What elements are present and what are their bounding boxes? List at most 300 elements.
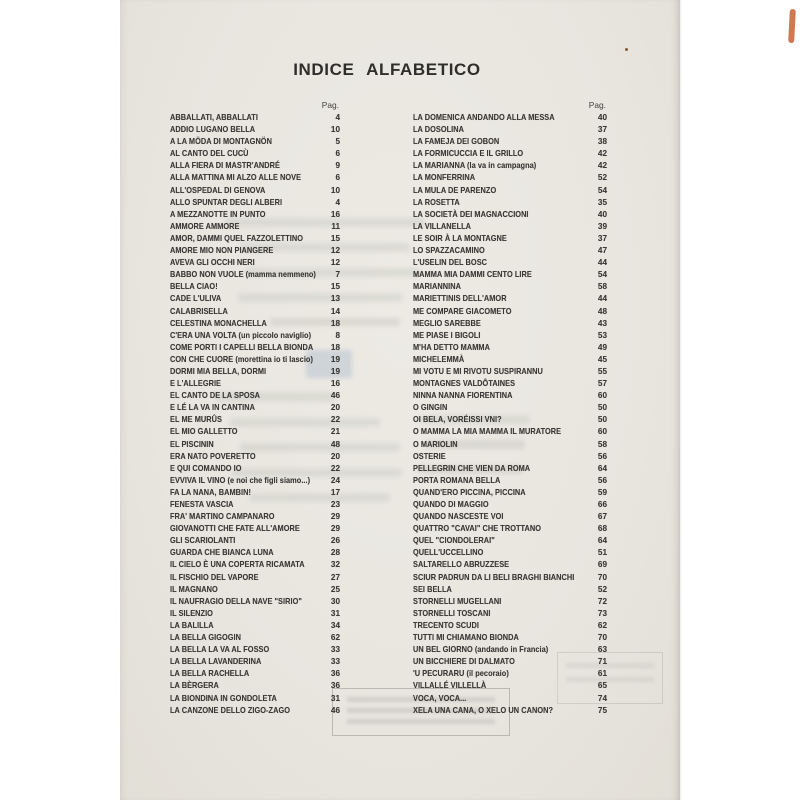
entry-page-number: 40 <box>597 113 607 122</box>
entry-page-number: 22 <box>330 415 340 425</box>
song-title: L'USELIN DEL BOSC <box>413 258 488 268</box>
index-entry <box>170 463 340 475</box>
song-title: UN BICCHIERE DI DALMATO <box>413 657 515 667</box>
entry-page-number: 49 <box>597 342 607 352</box>
index-entry <box>413 439 607 451</box>
entry-page-number: 31 <box>330 693 340 703</box>
index-entry <box>413 245 607 257</box>
entry-page-number: 33 <box>330 657 340 667</box>
song-title: AMORE MIO NON PIANGERE <box>170 246 274 256</box>
entry-page-number: 40 <box>597 209 607 219</box>
song-title: FA LA NANA, BAMBIN! <box>170 487 251 497</box>
entry-page-number: 22 <box>330 463 340 473</box>
index-entry <box>170 269 340 281</box>
entry-page-number: 74 <box>597 693 607 703</box>
index-entry <box>170 596 340 608</box>
index-entry <box>413 680 607 692</box>
entry-page-number: 48 <box>330 439 340 449</box>
song-title: LA BIONDINA IN GONDOLETA <box>170 693 277 703</box>
index-entry <box>413 124 607 136</box>
song-title: FENESTA VASCIA <box>170 500 234 509</box>
entry-page-number: 29 <box>330 512 340 522</box>
index-entry <box>413 511 607 523</box>
entry-page-number: 34 <box>330 620 340 630</box>
song-title: SCIUR PADRUN DA LI BELI BRAGHI BIANCHI <box>413 572 575 582</box>
entry-page-number: 50 <box>597 415 607 425</box>
song-title: QUATTRO "CAVAI" CHE TROTTANO <box>413 524 542 534</box>
index-entry <box>170 475 340 487</box>
entry-page-number: 60 <box>597 391 607 401</box>
song-title: ALLA FIERA DI MASTR'ANDRÉ <box>170 161 280 171</box>
song-title: LA ROSETTA <box>413 197 460 207</box>
entry-page-number: 54 <box>597 185 607 195</box>
entry-page-number: 28 <box>330 548 340 558</box>
entry-page-number: 46 <box>330 705 340 715</box>
index-entry <box>170 511 340 523</box>
song-title: TRECENTO SCUDI <box>413 620 480 630</box>
song-title: IL SILENZIO <box>170 608 213 618</box>
index-entry <box>413 535 607 547</box>
index-entry <box>413 632 607 644</box>
song-title: EL ME MURÛS <box>170 415 222 425</box>
song-title: LE SOIR À LA MONTAGNE <box>413 233 507 243</box>
index-entry <box>170 148 340 160</box>
song-title: MICHELEMMÀ <box>413 354 465 364</box>
entry-page-number: 36 <box>330 669 340 679</box>
song-title: QUANDO NASCESTE VOI <box>413 512 504 522</box>
song-title: UN BEL GIORNO (andando in Francia) <box>413 645 549 655</box>
index-entry <box>170 572 340 584</box>
index-entry <box>413 705 607 717</box>
entry-page-number: 75 <box>597 705 607 715</box>
index-entry <box>170 705 340 717</box>
song-title: C'ERA UNA VOLTA (un piccolo naviglio) <box>170 330 312 340</box>
song-title: LA CANZONE DELLO ZIGO-ZAGO <box>170 705 291 715</box>
index-entry <box>170 693 340 705</box>
index-entry <box>413 197 607 209</box>
entry-page-number: 48 <box>597 306 607 316</box>
song-title: FRA' MARTINO CAMPANARO <box>170 512 275 522</box>
song-title: GLI SCARIOLANTI <box>170 536 236 546</box>
entry-page-number: 55 <box>597 366 607 376</box>
entry-page-number: 64 <box>597 463 607 473</box>
song-title: LA BALILLA <box>170 620 214 630</box>
index-entry <box>170 342 340 354</box>
song-title: MARIANNINA <box>413 282 461 292</box>
song-title: LA BÈRGERA <box>170 681 219 691</box>
song-title: SALTARELLO ABRUZZESE <box>413 560 510 570</box>
entry-page-number: 45 <box>597 354 607 364</box>
entry-page-number: 53 <box>597 330 607 340</box>
index-entry <box>413 523 607 535</box>
index-entry <box>413 608 607 620</box>
entry-page-number: 56 <box>597 451 607 461</box>
song-title: LA BELLA LAVANDERINA <box>170 657 262 667</box>
song-title: QUANDO DI MAGGIO <box>413 500 489 509</box>
index-entry <box>170 233 340 245</box>
index-entry <box>170 487 340 499</box>
index-entry <box>170 535 340 547</box>
song-title: DORMI MIA BELLA, DORMI <box>170 366 267 376</box>
entry-page-number: 67 <box>597 512 607 522</box>
index-entry <box>413 257 607 269</box>
song-title: ME COMPARE GIACOMETO <box>413 306 512 316</box>
entry-page-number: 14 <box>330 306 340 316</box>
entry-page-number: 71 <box>597 657 607 667</box>
entry-page-number: 65 <box>597 681 607 691</box>
index-entry <box>413 547 607 559</box>
index-entry <box>170 124 340 136</box>
entry-page-number: 16 <box>330 379 340 389</box>
index-entry <box>170 318 340 330</box>
entry-page-number: 9 <box>335 161 340 171</box>
song-title: STORNELLI MUGELLANI <box>413 596 502 606</box>
entry-page-number: 69 <box>597 560 607 570</box>
entry-page-number: 10 <box>330 125 340 135</box>
entry-page-number: 68 <box>597 524 607 534</box>
index-entry <box>413 559 607 571</box>
index-entry <box>413 584 607 596</box>
entry-page-number: 6 <box>335 149 340 159</box>
entry-page-number: 21 <box>330 427 340 437</box>
song-title: LA VILLANELLA <box>413 221 472 231</box>
index-entry <box>170 547 340 559</box>
entry-page-number: 54 <box>597 270 607 280</box>
song-title: LA MULA DE PARENZO <box>413 185 497 195</box>
book-page <box>120 0 680 800</box>
song-title: XELA UNA CANA, O XELO UN CANON? <box>413 705 554 715</box>
entry-page-number: 20 <box>330 403 340 413</box>
entry-page-number: 25 <box>330 584 340 594</box>
song-title: QUEL "CIONDOLERAI" <box>413 536 495 546</box>
entry-page-number: 62 <box>597 620 607 630</box>
index-entry <box>170 559 340 571</box>
entry-page-number: 73 <box>597 608 607 618</box>
song-title: IL NAUFRAGIO DELLA NAVE "SIRIO" <box>170 596 302 606</box>
song-title: LA BELLA RACHELLA <box>170 669 250 679</box>
entry-page-number: 42 <box>597 149 607 159</box>
song-title: ALLA MATTINA MI ALZO ALLE NOVE <box>170 173 302 183</box>
entry-page-number: 27 <box>330 572 340 582</box>
song-title: QUAND'ERO PICCINA, PICCINA <box>413 487 526 497</box>
index-entry <box>170 366 340 378</box>
index-entry <box>170 680 340 692</box>
entry-page-number: 38 <box>597 137 607 147</box>
entry-page-number: 59 <box>597 487 607 497</box>
index-entry <box>170 330 340 342</box>
song-title: QUELL'UCCELLINO <box>413 548 484 558</box>
index-entry <box>413 451 607 463</box>
index-column-left <box>170 99 340 717</box>
page-number-header-right: Pag. <box>588 100 606 110</box>
song-title: IL MAGNANO <box>170 584 218 594</box>
song-title: ME PIASE I BIGOLI <box>413 330 481 340</box>
entry-page-number: 24 <box>330 475 340 485</box>
page-number-header-left: Pag. <box>321 100 339 110</box>
paper-speck <box>625 48 628 51</box>
song-title: VILLALLÉ VILLELLÀ <box>413 681 487 691</box>
index-entry <box>170 160 340 172</box>
index-entry <box>413 330 607 342</box>
entry-page-number: 44 <box>597 294 607 304</box>
entry-page-number: 46 <box>330 391 340 401</box>
song-title: PORTA ROMANA BELLA <box>413 475 501 485</box>
index-entry <box>170 644 340 656</box>
entry-page-number: 23 <box>330 500 340 509</box>
index-entry <box>170 656 340 668</box>
song-title: AMOR, DAMMI QUEL FAZZOLETTINO <box>170 233 303 243</box>
song-title: LA FAMEJA DEI GOBON <box>413 137 500 147</box>
song-list-right <box>413 112 607 717</box>
index-entry <box>413 221 607 233</box>
song-title: TUTTI MI CHIAMANO BIONDA <box>413 633 519 643</box>
index-entry <box>170 608 340 620</box>
song-title: AVEVA GLI OCCHI NERI <box>170 258 255 268</box>
entry-page-number: 20 <box>330 451 340 461</box>
index-entry <box>170 584 340 596</box>
index-entry <box>170 245 340 257</box>
song-title: LA BELLA GIGOGIN <box>170 633 242 643</box>
entry-page-number: 15 <box>330 233 340 243</box>
entry-page-number: 19 <box>330 366 340 376</box>
index-entry <box>413 354 607 366</box>
song-title: AL CANTO DEL CUCÙ <box>170 149 249 159</box>
index-entry <box>413 318 607 330</box>
index-entry <box>170 197 340 209</box>
entry-page-number: 64 <box>597 536 607 546</box>
index-entry <box>413 342 607 354</box>
index-entry <box>413 366 607 378</box>
song-title: 'U PECURARU (il pecoraio) <box>413 669 509 679</box>
song-title: O MAMMA LA MIA MAMMA IL MURATORE <box>413 427 562 437</box>
index-entry <box>170 439 340 451</box>
entry-page-number: 7 <box>335 270 340 280</box>
index-entry <box>170 402 340 414</box>
song-title: O MARIOLIN <box>413 439 458 449</box>
index-entry <box>413 693 607 705</box>
entry-page-number: 16 <box>330 209 340 219</box>
entry-page-number: 36 <box>330 681 340 691</box>
song-title: IL FISCHIO DEL VAPORE <box>170 572 259 582</box>
index-entry <box>170 257 340 269</box>
entry-page-number: 39 <box>597 221 607 231</box>
index-entry <box>413 426 607 438</box>
entry-page-number: 51 <box>597 548 607 558</box>
song-title: ALL'OSPEDAL DI GENOVA <box>170 185 266 195</box>
song-title: COME PORTI I CAPELLI BELLA BIONDA <box>170 342 314 352</box>
song-title: ADDIO LUGANO BELLA <box>170 125 256 135</box>
index-entry <box>413 390 607 402</box>
entry-page-number: 47 <box>597 246 607 256</box>
song-title: LA SOCIETÀ DEI MAGNACCIONI <box>413 209 529 219</box>
song-list-left <box>170 112 340 717</box>
index-entry <box>170 668 340 680</box>
index-entry <box>170 306 340 318</box>
song-title: OI BELA, VORÉISSI VNI? <box>413 415 502 425</box>
song-title: E L'ALLEGRIE <box>170 379 222 389</box>
entry-page-number: 72 <box>597 596 607 606</box>
entry-page-number: 12 <box>330 246 340 256</box>
entry-page-number: 57 <box>597 379 607 389</box>
song-title: BELLA CIAO! <box>170 282 218 292</box>
entry-page-number: 29 <box>330 524 340 534</box>
index-entry <box>413 148 607 160</box>
index-entry <box>170 499 340 511</box>
song-title: LO SPAZZACAMINO <box>413 246 485 256</box>
entry-page-number: 70 <box>597 572 607 582</box>
entry-page-number: 66 <box>597 500 607 509</box>
song-title: LA DOSOLINA <box>413 125 464 135</box>
index-entry <box>170 378 340 390</box>
page-title: INDICE ALFABETICO <box>293 60 481 79</box>
song-title: LA DOMENICA ANDANDO ALLA MESSA <box>413 113 555 122</box>
song-title: GUARDA CHE BIANCA LUNA <box>170 548 274 558</box>
song-title: LA FORMICUCCIA E IL GRILLO <box>413 149 524 159</box>
index-entry <box>170 185 340 197</box>
entry-page-number: 19 <box>330 354 340 364</box>
entry-page-number: 60 <box>597 427 607 437</box>
song-title: CALABRISELLA <box>170 306 228 316</box>
index-entry <box>170 136 340 148</box>
index-entry <box>413 293 607 305</box>
index-entry <box>413 487 607 499</box>
entry-page-number: 58 <box>597 439 607 449</box>
index-entry <box>413 136 607 148</box>
song-title: ABBALLATI, ABBALLATI <box>170 113 258 122</box>
index-entry <box>170 221 340 233</box>
song-title: PELLEGRIN CHE VIEN DA ROMA <box>413 463 531 473</box>
entry-page-number: 12 <box>330 258 340 268</box>
entry-page-number: 61 <box>597 669 607 679</box>
index-entry <box>413 112 607 124</box>
entry-page-number: 33 <box>330 645 340 655</box>
index-entry <box>413 402 607 414</box>
index-entry <box>413 644 607 656</box>
index-entry <box>170 354 340 366</box>
index-entry <box>170 523 340 535</box>
index-entry <box>170 414 340 426</box>
song-title: VOCA, VOCA... <box>413 693 467 703</box>
index-entry <box>170 293 340 305</box>
index-entry <box>170 426 340 438</box>
song-title: MONTAGNES VALDÔTAINES <box>413 379 516 389</box>
song-title: CELESTINA MONACHELLA <box>170 318 267 328</box>
entry-page-number: 44 <box>597 258 607 268</box>
index-entry <box>413 378 607 390</box>
song-title: EL PISCININ <box>170 439 214 449</box>
entry-page-number: 42 <box>597 161 607 171</box>
song-title: OSTERIE <box>413 451 446 461</box>
song-title: LA BELLA LA VA AL FOSSO <box>170 645 270 655</box>
entry-page-number: 4 <box>335 197 340 207</box>
entry-page-number: 56 <box>597 475 607 485</box>
index-entry <box>413 596 607 608</box>
index-entry <box>170 390 340 402</box>
index-entry <box>170 112 340 124</box>
entry-page-number: 63 <box>597 645 607 655</box>
entry-page-number: 50 <box>597 403 607 413</box>
index-entry <box>170 209 340 221</box>
song-title: M'HA DETTO MAMMA <box>413 342 490 352</box>
song-title: CON CHE CUORE (morettina io ti lascio) <box>170 354 313 364</box>
entry-page-number: 52 <box>597 173 607 183</box>
entry-page-number: 37 <box>597 125 607 135</box>
index-entry <box>413 209 607 221</box>
entry-page-number: 43 <box>597 318 607 328</box>
song-title: E LÉ LA VA IN CANTINA <box>170 403 256 413</box>
entry-page-number: 52 <box>597 584 607 594</box>
song-title: CADE L'ULIVA <box>170 294 222 304</box>
entry-page-number: 15 <box>330 282 340 292</box>
song-title: EL MIO GALLETTO <box>170 427 238 437</box>
song-title: A LA MÖDA DI MONTAGNÖN <box>170 137 272 147</box>
entry-page-number: 13 <box>330 294 340 304</box>
index-entry <box>170 451 340 463</box>
song-title: MARIETTINIS DELL'AMOR <box>413 294 507 304</box>
index-entry <box>413 306 607 318</box>
entry-page-number: 17 <box>330 487 340 497</box>
index-entry <box>413 499 607 511</box>
song-title: NINNA NANNA FIORENTINA <box>413 391 513 401</box>
entry-page-number: 10 <box>330 185 340 195</box>
song-title: E QUI COMANDO IO <box>170 463 242 473</box>
index-entry <box>413 668 607 680</box>
song-title: STORNELLI TOSCANI <box>413 608 491 618</box>
index-entry <box>413 160 607 172</box>
entry-page-number: 11 <box>331 221 340 231</box>
index-entry <box>413 475 607 487</box>
song-title: MAMMA MIA DAMMI CENTO LIRE <box>413 270 532 280</box>
entry-page-number: 4 <box>335 113 340 122</box>
index-entry <box>413 656 607 668</box>
song-title: A MEZZANOTTE IN PUNTO <box>170 209 266 219</box>
index-columns <box>170 99 607 717</box>
entry-page-number: 5 <box>335 137 340 147</box>
entry-page-number: 18 <box>330 342 340 352</box>
song-title: MEGLIO SAREBBE <box>413 318 481 328</box>
index-entry <box>170 620 340 632</box>
index-entry <box>413 185 607 197</box>
entry-page-number: 30 <box>330 596 340 606</box>
entry-page-number: 18 <box>330 318 340 328</box>
index-entry <box>413 172 607 184</box>
index-entry <box>413 463 607 475</box>
entry-page-number: 58 <box>597 282 607 292</box>
entry-page-number: 70 <box>597 633 607 643</box>
song-title: GIOVANOTTI CHE FATE ALL'AMORE <box>170 524 300 534</box>
song-title: AMMORE AMMORE <box>170 221 240 231</box>
song-title: EVVIVA IL VINO (e noi che figli siamo...) <box>170 475 311 485</box>
index-entry <box>413 233 607 245</box>
index-entry <box>170 632 340 644</box>
index-entry <box>413 281 607 293</box>
index-entry <box>413 414 607 426</box>
entry-page-number: 32 <box>330 560 340 570</box>
index-entry <box>413 269 607 281</box>
index-column-right <box>413 99 607 717</box>
song-title: ERA NATO POVERETTO <box>170 451 256 461</box>
song-title: ALLO SPUNTAR DEGLI ALBERI <box>170 197 283 207</box>
song-title: EL CANTO DE LA SPOSA <box>170 391 261 401</box>
index-entry <box>170 281 340 293</box>
song-title: LA MARIANNA (la va in campagna) <box>413 161 537 171</box>
entry-page-number: 26 <box>330 536 340 546</box>
index-entry <box>170 172 340 184</box>
index-entry <box>413 572 607 584</box>
entry-page-number: 62 <box>330 633 340 643</box>
entry-page-number: 31 <box>330 608 340 618</box>
song-title: IL CIELO È UNA COPERTA RICAMATA <box>170 560 305 570</box>
